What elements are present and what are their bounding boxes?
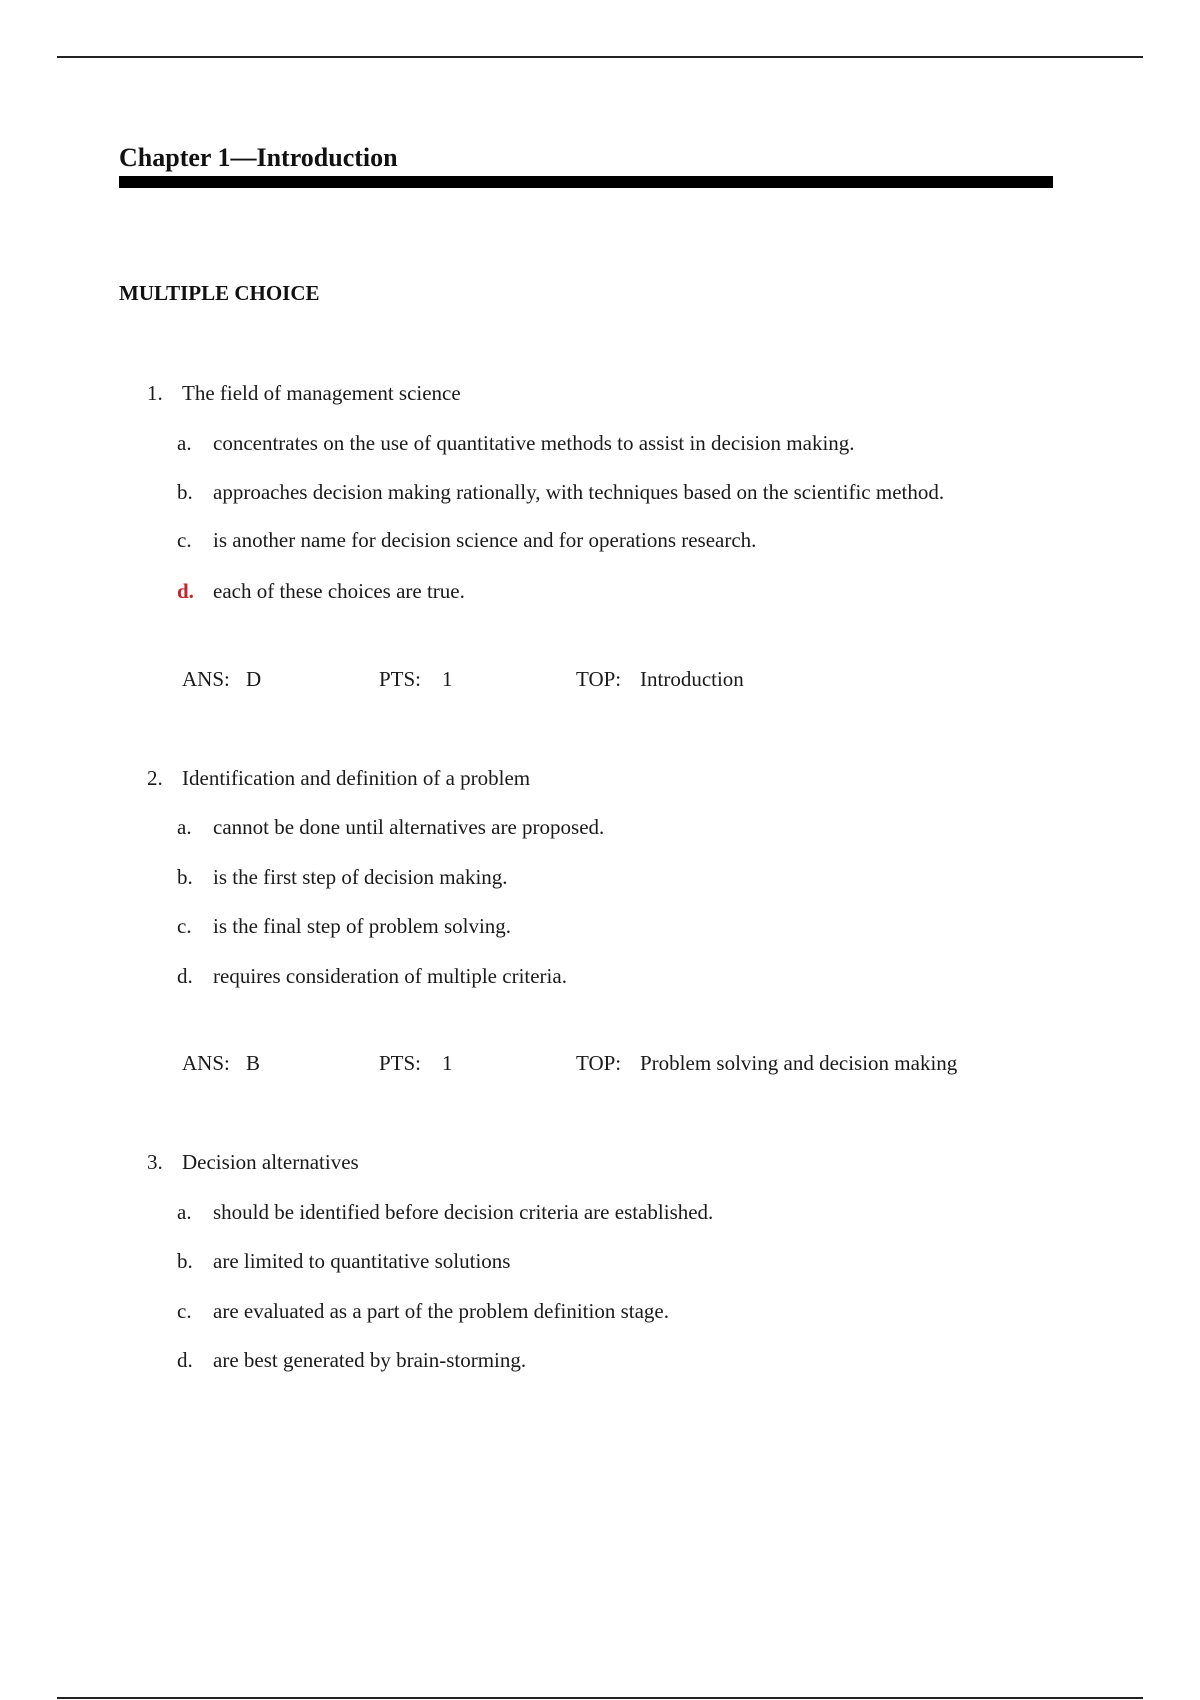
topic-value: Problem solving and decision making [640, 1051, 958, 1075]
option-text: are evaluated as a part of the problem definition stage. [213, 1299, 669, 1323]
question-3-option-a [177, 1199, 713, 1225]
question-1-option-d [177, 578, 465, 604]
question-2-answer-line [182, 1050, 1082, 1076]
points-value: 1 [442, 1051, 453, 1075]
option-text: are limited to quantitative solutions [213, 1249, 511, 1273]
option-letter: a. [177, 815, 192, 839]
chapter-title: Chapter 1—Introduction [119, 143, 398, 172]
question-3-option-d [177, 1347, 526, 1373]
answer-label: ANS: [182, 1051, 230, 1075]
answer-value: B [246, 1051, 261, 1075]
question-3-option-b [177, 1248, 510, 1274]
option-text: is another name for decision science and for operations research. [213, 528, 757, 552]
option-letter-correct: d. [177, 579, 194, 603]
question-3-option-c [177, 1298, 669, 1324]
question-1-option-a [177, 430, 855, 456]
option-text: requires consideration of multiple criteria. [213, 964, 567, 988]
topic-label: TOP: [576, 667, 622, 691]
points-label: PTS: [379, 667, 422, 691]
points-label: PTS: [379, 1051, 422, 1075]
option-letter: c. [177, 914, 192, 938]
topic-value: Introduction [640, 667, 744, 691]
top-rule [57, 56, 1143, 58]
option-letter: b. [177, 1249, 193, 1273]
question-1-option-b [177, 479, 944, 505]
option-letter: c. [177, 528, 192, 552]
section-heading: MULTIPLE CHOICE [119, 281, 320, 305]
chapter-title-bar [119, 176, 1053, 188]
option-text: approaches decision making rationally, with techniques based on the scientific method. [213, 480, 945, 504]
option-letter: b. [177, 865, 193, 889]
option-letter: a. [177, 1200, 192, 1224]
question-3-stem [147, 1149, 359, 1175]
question-text: Identification and definition of a problem [182, 766, 531, 790]
question-2-stem [147, 765, 530, 791]
question-2-option-a [177, 814, 604, 840]
question-2-option-d [177, 963, 567, 989]
answer-value: D [246, 667, 262, 691]
option-text: each of these choices are true. [213, 579, 465, 603]
option-text: is the first step of decision making. [213, 865, 508, 889]
question-1-option-c [177, 527, 756, 553]
option-text: cannot be done until alternatives are proposed. [213, 815, 605, 839]
question-1-answer-line [182, 666, 1082, 692]
bottom-rule [57, 1697, 1143, 1699]
question-1-stem [147, 380, 461, 406]
topic-label: TOP: [576, 1051, 622, 1075]
answer-label: ANS: [182, 667, 230, 691]
question-text: The field of management science [182, 381, 461, 405]
question-number: 1. [147, 381, 163, 405]
question-number: 2. [147, 766, 163, 790]
option-letter: d. [177, 964, 193, 988]
question-number: 3. [147, 1150, 163, 1174]
question-2-option-c [177, 913, 511, 939]
option-text: should be identified before decision criteria are established. [213, 1200, 714, 1224]
option-text: are best generated by brain-storming. [213, 1348, 527, 1372]
question-2-option-b [177, 864, 508, 890]
option-letter: d. [177, 1348, 193, 1372]
option-text: is the final step of problem solving. [213, 914, 512, 938]
option-letter: a. [177, 431, 192, 455]
option-text: concentrates on the use of quantitative methods to assist in decision making. [213, 431, 855, 455]
option-letter: b. [177, 480, 193, 504]
points-value: 1 [442, 667, 453, 691]
option-letter: c. [177, 1299, 192, 1323]
question-text: Decision alternatives [182, 1150, 359, 1174]
